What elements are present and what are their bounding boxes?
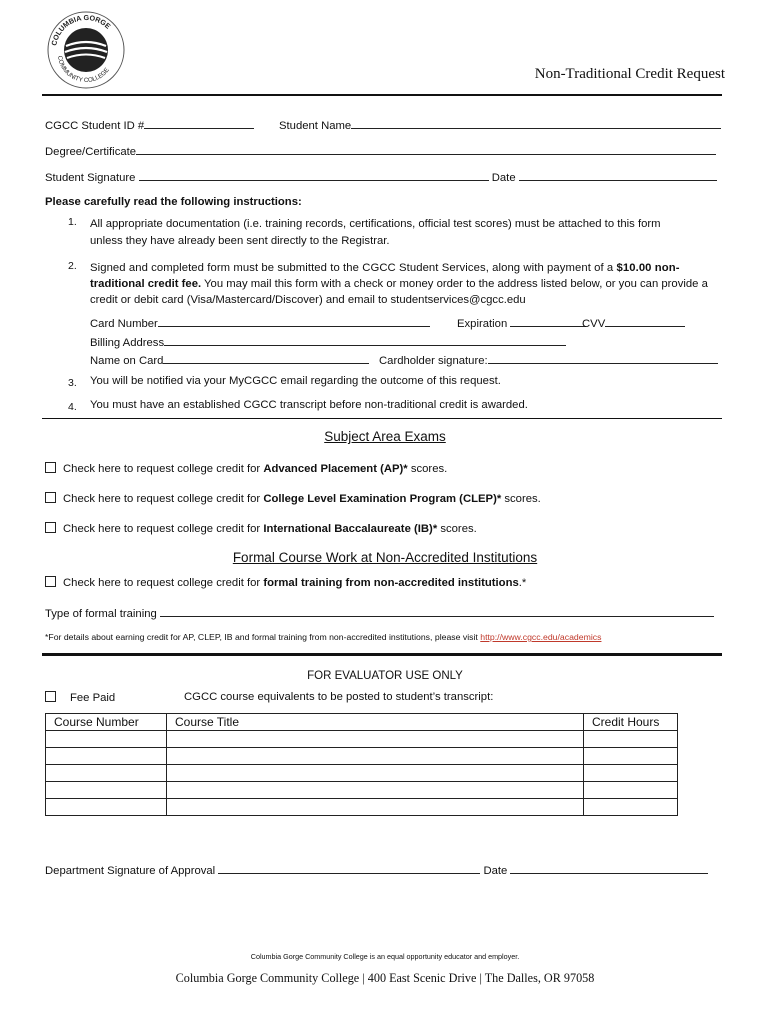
expiration-field[interactable] bbox=[510, 316, 586, 327]
college-logo bbox=[46, 10, 126, 90]
billing-field[interactable] bbox=[164, 335, 566, 346]
svg-text:COLUMBIA GORGE: COLUMBIA GORGE bbox=[49, 12, 113, 47]
billing-label: Billing Address bbox=[90, 337, 165, 349]
name-on-card-field[interactable] bbox=[163, 353, 369, 364]
instructions-heading: Please carefully read the following instructions: bbox=[45, 196, 302, 208]
student-name-label: Student Name bbox=[279, 120, 352, 132]
header-rule bbox=[42, 94, 722, 96]
subject-exams-title: Subject Area Exams bbox=[324, 429, 446, 444]
approval-date-label: Date bbox=[483, 865, 508, 877]
form-title: Non-Traditional Credit Request bbox=[534, 66, 725, 82]
column-header: Course Number bbox=[46, 714, 167, 731]
instruction-1: All appropriate documentation (i.e. training records, certifications, official test scores) must be attached to this form unless they have already been sent directly to the Registrar. bbox=[90, 218, 661, 247]
date-label: Date bbox=[491, 172, 516, 184]
item-number: 2. bbox=[68, 260, 77, 272]
approval-signature-field[interactable] bbox=[218, 863, 480, 874]
table-row[interactable] bbox=[46, 731, 678, 748]
table-row[interactable] bbox=[46, 782, 678, 799]
ap-checkbox[interactable] bbox=[45, 462, 56, 473]
table-header-row bbox=[46, 714, 678, 731]
item-number: 3. bbox=[68, 377, 77, 389]
svg-text:COMMUNITY COLLEGE: COMMUNITY COLLEGE bbox=[56, 55, 111, 85]
course-table bbox=[45, 713, 678, 816]
ib-check[interactable]: Check here to request college credit for International Baccalaureate (IB)* scores. bbox=[45, 522, 477, 535]
instruction-3: You will be notified via your MyCGCC email regarding the outcome of this request. bbox=[90, 375, 501, 387]
cvv-field[interactable] bbox=[605, 316, 685, 327]
formal-title: Formal Course Work at Non-Accredited Institutions bbox=[232, 550, 538, 565]
cardholder-label: Cardholder signature: bbox=[379, 355, 488, 367]
degree-label: Degree/Certificate bbox=[45, 146, 137, 158]
item-number: 1. bbox=[68, 216, 77, 228]
student-id-label: CGCC Student ID # bbox=[45, 120, 145, 132]
column-header: Course Title bbox=[167, 714, 584, 731]
evaluator-title: FOR EVALUATOR USE ONLY bbox=[307, 670, 463, 682]
name-on-card-label: Name on Card bbox=[90, 355, 164, 367]
section-rule bbox=[42, 418, 722, 419]
eeo-statement: Columbia Gorge Community College is an equal opportunity educator and employer. bbox=[250, 952, 520, 961]
evaluator-rule bbox=[42, 653, 722, 656]
formal-check[interactable]: Check here to request college credit for formal training from non-accredited institutions.* bbox=[45, 576, 526, 589]
formal-checkbox[interactable] bbox=[45, 576, 56, 587]
equivalents-label: CGCC course equivalents to be posted to student’s transcript: bbox=[184, 691, 494, 703]
column-header: Credit Hours bbox=[584, 714, 678, 731]
instruction-4: You must have an established CGCC transcript before non-traditional credit is awarded. bbox=[90, 399, 528, 411]
table-row[interactable] bbox=[46, 748, 678, 765]
approval-label: Department Signature of Approval bbox=[45, 865, 216, 877]
instruction-2: Signed and completed form must be submitted to the CGCC Student Services, along with payment of a $10.00 non- traditional credit fee. You may mail this form with a check or money order to the address listed below, or you can provide a credit or debit card (Visa/Mastercard/Discover) and email to studentservices@cgcc.edu bbox=[90, 262, 708, 306]
fee-paid-checkbox[interactable] bbox=[45, 691, 56, 702]
clep-check[interactable]: Check here to request college credit for College Level Examination Program (CLEP)* scores. bbox=[45, 492, 541, 505]
table-row[interactable] bbox=[46, 765, 678, 782]
card-number-field[interactable] bbox=[158, 316, 430, 327]
expiration-label: Expiration bbox=[457, 318, 508, 330]
cvv-label: CVV bbox=[582, 318, 606, 330]
degree-field[interactable] bbox=[136, 144, 716, 155]
card-number-label: Card Number bbox=[90, 318, 158, 330]
formal-type-field[interactable] bbox=[160, 606, 714, 617]
footnote: *For details about earning credit for AP, CLEP, IB and formal training from non-accredited institutions, please visit http://www.cgcc.edu/academics bbox=[45, 632, 602, 642]
student-name-field[interactable] bbox=[351, 118, 721, 129]
signature-field[interactable] bbox=[139, 170, 489, 181]
ib-checkbox[interactable] bbox=[45, 522, 56, 533]
student-id-field[interactable] bbox=[144, 118, 254, 129]
fee-paid[interactable]: Fee Paid bbox=[45, 691, 115, 704]
ap-check[interactable]: Check here to request college credit for Advanced Placement (AP)* scores. bbox=[45, 462, 447, 475]
formal-type-label: Type of formal training bbox=[45, 608, 157, 620]
item-number: 4. bbox=[68, 401, 77, 413]
date-field[interactable] bbox=[519, 170, 717, 181]
clep-checkbox[interactable] bbox=[45, 492, 56, 503]
footer-address: Columbia Gorge Community College | 400 East Scenic Drive | The Dalles, OR 97058 bbox=[175, 971, 595, 985]
cardholder-field[interactable] bbox=[488, 353, 718, 364]
signature-label: Student Signature bbox=[45, 172, 136, 184]
table-row[interactable] bbox=[46, 799, 678, 816]
academics-link[interactable]: http://www.cgcc.edu/academics bbox=[480, 632, 602, 642]
approval-date-field[interactable] bbox=[510, 863, 708, 874]
